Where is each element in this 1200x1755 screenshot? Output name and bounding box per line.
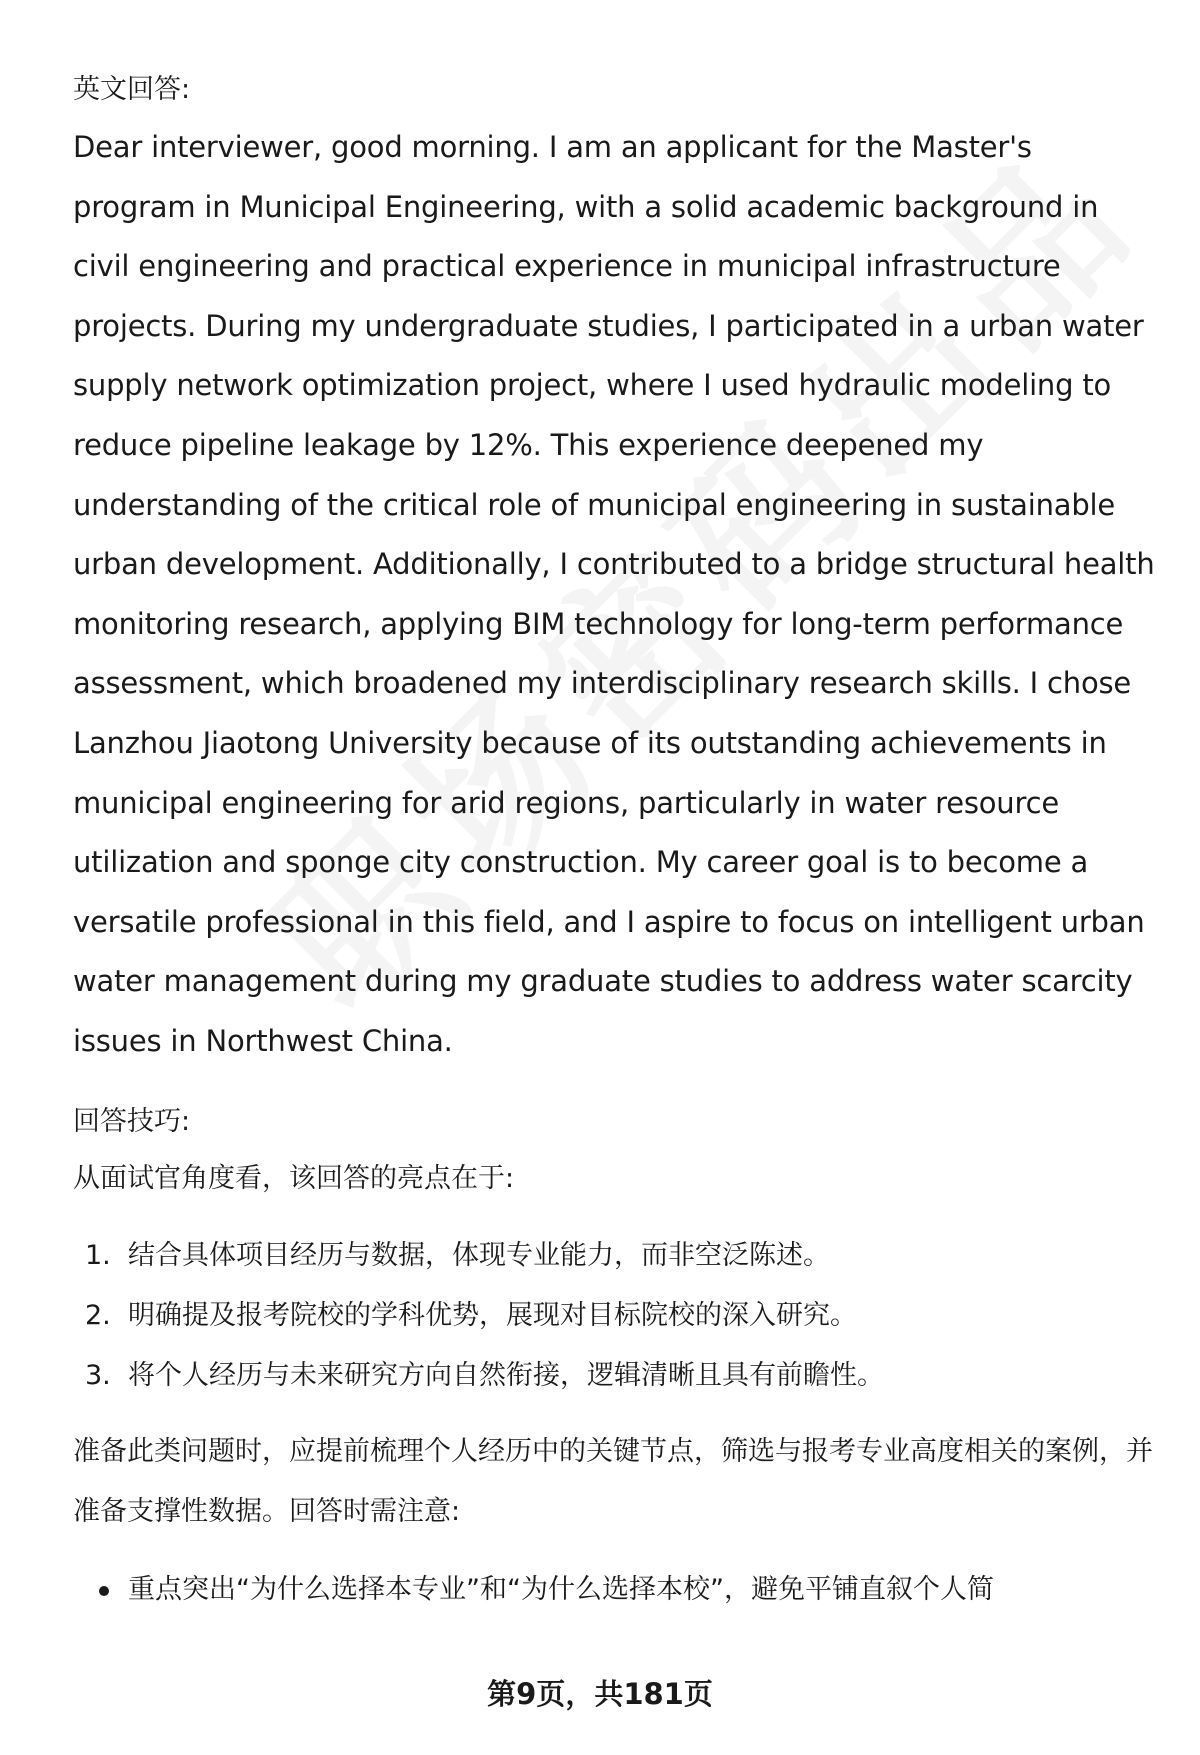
english-answer-heading: 英文回答: (73, 74, 191, 105)
page-content (73, 62, 1158, 1620)
notes-list (73, 1560, 1158, 1620)
list-item (73, 1346, 1158, 1406)
list-item-number: 2. (85, 1299, 111, 1331)
tips-intro: 从面试官角度看，该回答的亮点在于: (73, 1162, 515, 1194)
list-item (73, 1226, 1158, 1286)
bullet-icon (73, 1560, 128, 1620)
preparation-paragraph: 准备此类问题时，应提前梳理个人经历中的关键节点，筛选与报考专业高度相关的案例，并准备支撑性数据。回答时需注意: (73, 1435, 1153, 1527)
list-item-number: 1. (85, 1239, 111, 1271)
list-item-number: 3. (85, 1359, 111, 1391)
list-item (73, 1286, 1158, 1346)
list-item-text: 明确提及报考院校的学科优势，展现对目标院校的深入研究。 (128, 1299, 857, 1331)
list-item (73, 1560, 1158, 1620)
tips-heading: 回答技巧: (73, 1105, 191, 1137)
list-item-text: 将个人经历与未来研究方向自然衔接，逻辑清晰且具有前瞻性。 (128, 1359, 884, 1391)
page-indicator: 第9页，共181页 (487, 1677, 713, 1711)
english-answer-paragraph: Dear interviewer, good morning. I am an applicant for the Master's program in Municipal Engineering, with a solid academic background in civil engineering and practical experience in municipal infrastructure projects. During my undergraduate studies, I participated in a urban water supply network optimization project, where I used hydraulic modeling to reduce pipeline leakage by 12%. This experience deepened my understanding of the critical role of municipal engineering in sustainable urban development. Additionally, I contributed to a bridge structural health monitoring research, applying BIM technology for long-term performance assessment, which broadened my interdisciplinary research skills. I chose Lanzhou Jiaotong University because of its outstanding achievements in municipal engineering for arid regions, particularly in water resource utilization and sponge city construction. My career goal is to become a versatile professional in this field, and I aspire to focus on intelligent urban water management during my graduate studies to address water scarcity issues in Northwest China. (73, 130, 1155, 1058)
list-item-text: 重点突出“为什么选择本专业”和“为什么选择本校”，避免平铺直叙个人简 (128, 1573, 994, 1605)
tips-list (73, 1226, 1158, 1406)
list-item-text: 结合具体项目经历与数据，体现专业能力，而非空泛陈述。 (128, 1239, 830, 1271)
